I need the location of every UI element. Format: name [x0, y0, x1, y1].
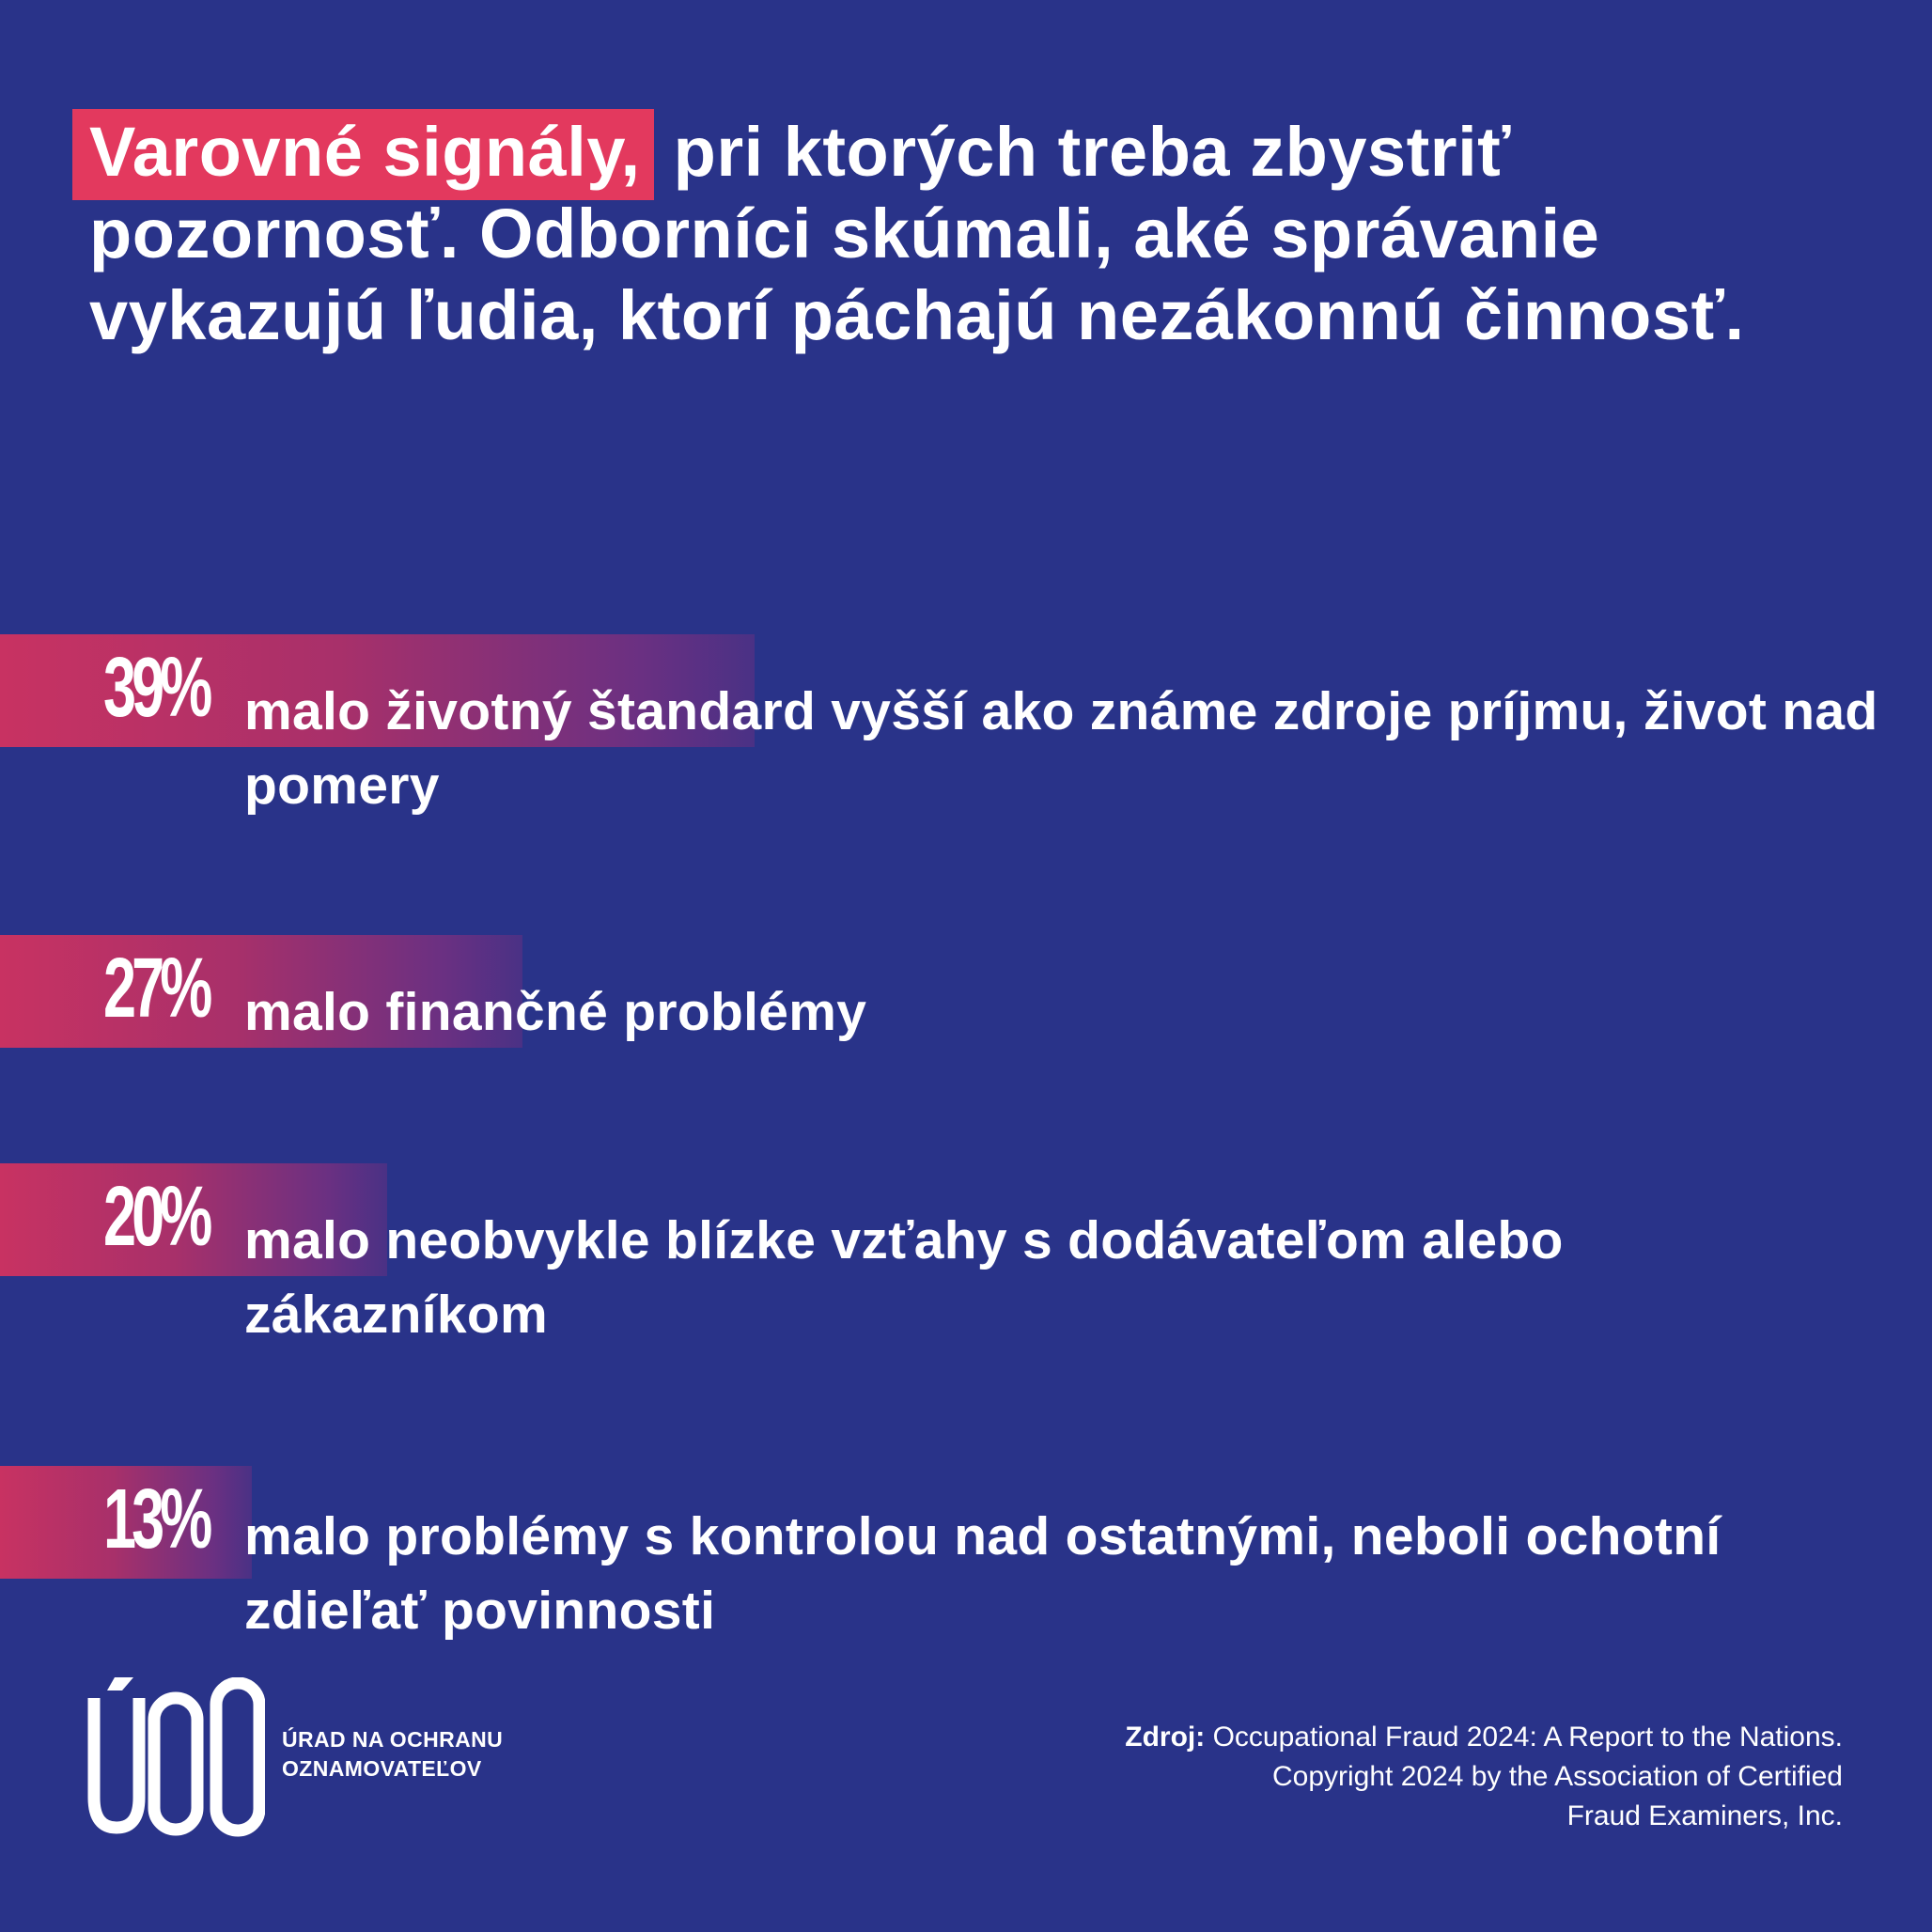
- stat-label: malo neobvykle blízke vzťahy s dodávateľom alebo zákazníkom: [244, 1210, 1564, 1345]
- stat-percentage: 39%: [103, 641, 209, 735]
- source-line2: Copyright 2024 by the Association of Certified: [1271, 1761, 1843, 1792]
- stat-label: malo finančné problémy: [244, 982, 867, 1042]
- source-note: [903, 1718, 1843, 1836]
- logo-name-line1: ÚRAD NA OCHRANU: [282, 1727, 504, 1752]
- source-title: Occupational Fraud 2024: A Report to the Nations.: [1205, 1722, 1843, 1753]
- headline: [89, 111, 1856, 356]
- headline-rest: pri ktorých treba zbystriť pozornosť. Odborníci skúmali, aké správanie vykazujú ľudia, ktorí páchajú nezákonnú činnosť.: [89, 113, 1745, 354]
- source-line1: [903, 1718, 1843, 1757]
- uoo-logo-icon: [86, 1677, 265, 1837]
- stat-label: malo životný štandard vyšší ako známe zdroje príjmu, život nad pomery: [244, 681, 1878, 816]
- source-label: Zdroj:: [1125, 1722, 1206, 1753]
- stat-percentage: 27%: [103, 942, 209, 1036]
- source-line3: Fraud Examiners, Inc.: [1566, 1800, 1843, 1831]
- logo-name-line2: OZNAMOVATEĽOV: [282, 1756, 482, 1781]
- stat-percentage: 20%: [103, 1170, 209, 1264]
- logo-wordmark: [282, 1725, 503, 1784]
- headline-highlight: Varovné signály,: [72, 109, 654, 200]
- stat-percentage: 13%: [103, 1472, 209, 1566]
- stat-label: malo problémy s kontrolou nad ostatnými, neboli ochotní zdieľať povinnosti: [244, 1506, 1722, 1641]
